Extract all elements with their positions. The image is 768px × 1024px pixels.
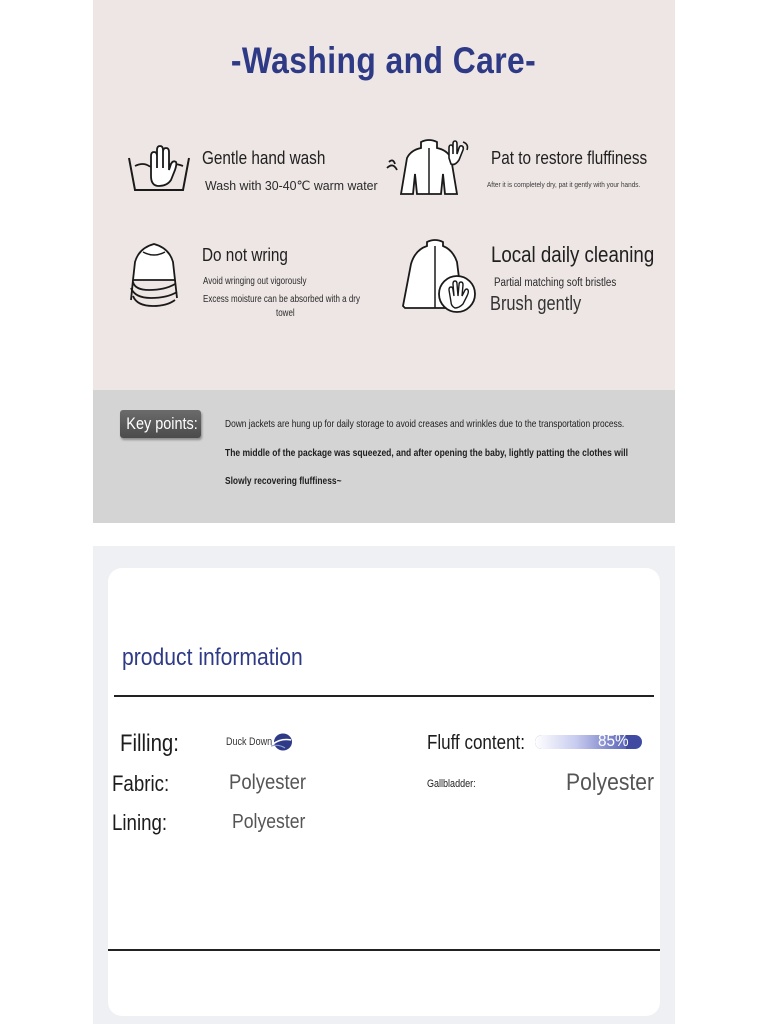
divider bbox=[108, 949, 660, 951]
fluff-content-label: Fluff content: bbox=[427, 732, 525, 754]
care-item-desc: Brush gently bbox=[490, 293, 582, 315]
care-item-desc: Partial matching soft bristles bbox=[494, 277, 617, 289]
hand-wash-basin-icon bbox=[127, 140, 191, 196]
gallbladder-label: Gallbladder: bbox=[427, 778, 476, 790]
gallbladder-value: Polyester bbox=[566, 769, 655, 796]
product-info-title: product information bbox=[122, 644, 303, 671]
care-item-desc: Excess moisture can be absorbed with a dry bbox=[203, 294, 360, 305]
care-item-title: Gentle hand wash bbox=[202, 148, 326, 168]
care-title: -Washing and Care- bbox=[231, 40, 537, 81]
care-item-desc: Wash with 30-40℃ warm water bbox=[205, 178, 378, 193]
key-point-line: Down jackets are hung up for daily storage to avoid creases and wrinkles due to the transportation process. bbox=[225, 418, 625, 430]
filling-value: Duck Down bbox=[226, 736, 273, 748]
key-point-line: Slowly recovering fluffiness~ bbox=[225, 475, 342, 487]
pat-jacket-hand-icon bbox=[385, 138, 471, 198]
jacket-brush-hand-icon bbox=[401, 238, 479, 314]
care-item-title: Local daily cleaning bbox=[491, 242, 655, 267]
care-item-title: Pat to restore fluffiness bbox=[491, 148, 648, 168]
twisted-jacket-no-wring-icon bbox=[125, 240, 183, 310]
care-item-title: Do not wring bbox=[202, 245, 288, 265]
care-item-desc: towel bbox=[276, 308, 295, 319]
fluff-content-value: 85% bbox=[597, 735, 629, 749]
fabric-label: Fabric: bbox=[112, 771, 170, 796]
lining-label: Lining: bbox=[112, 810, 168, 835]
product-info-card bbox=[108, 568, 660, 1016]
key-points-badge: Key points: bbox=[120, 410, 201, 438]
care-item-desc: Avoid wringing out vigorously bbox=[203, 276, 307, 287]
filling-label: Filling: bbox=[120, 730, 179, 757]
product-information-section bbox=[93, 546, 675, 1024]
key-points-section bbox=[93, 390, 675, 523]
divider bbox=[114, 695, 654, 697]
fluff-content-bar bbox=[535, 735, 642, 749]
key-point-line: The middle of the package was squeezed, and after opening the baby, lightly patting the clothes will bbox=[225, 447, 628, 459]
fabric-value: Polyester bbox=[229, 771, 307, 794]
lining-value: Polyester bbox=[232, 811, 306, 833]
duck-down-logo-icon bbox=[271, 732, 293, 752]
washing-care-section bbox=[93, 0, 675, 390]
care-item-desc: After it is completely dry, pat it gently with your hands. bbox=[487, 180, 641, 189]
